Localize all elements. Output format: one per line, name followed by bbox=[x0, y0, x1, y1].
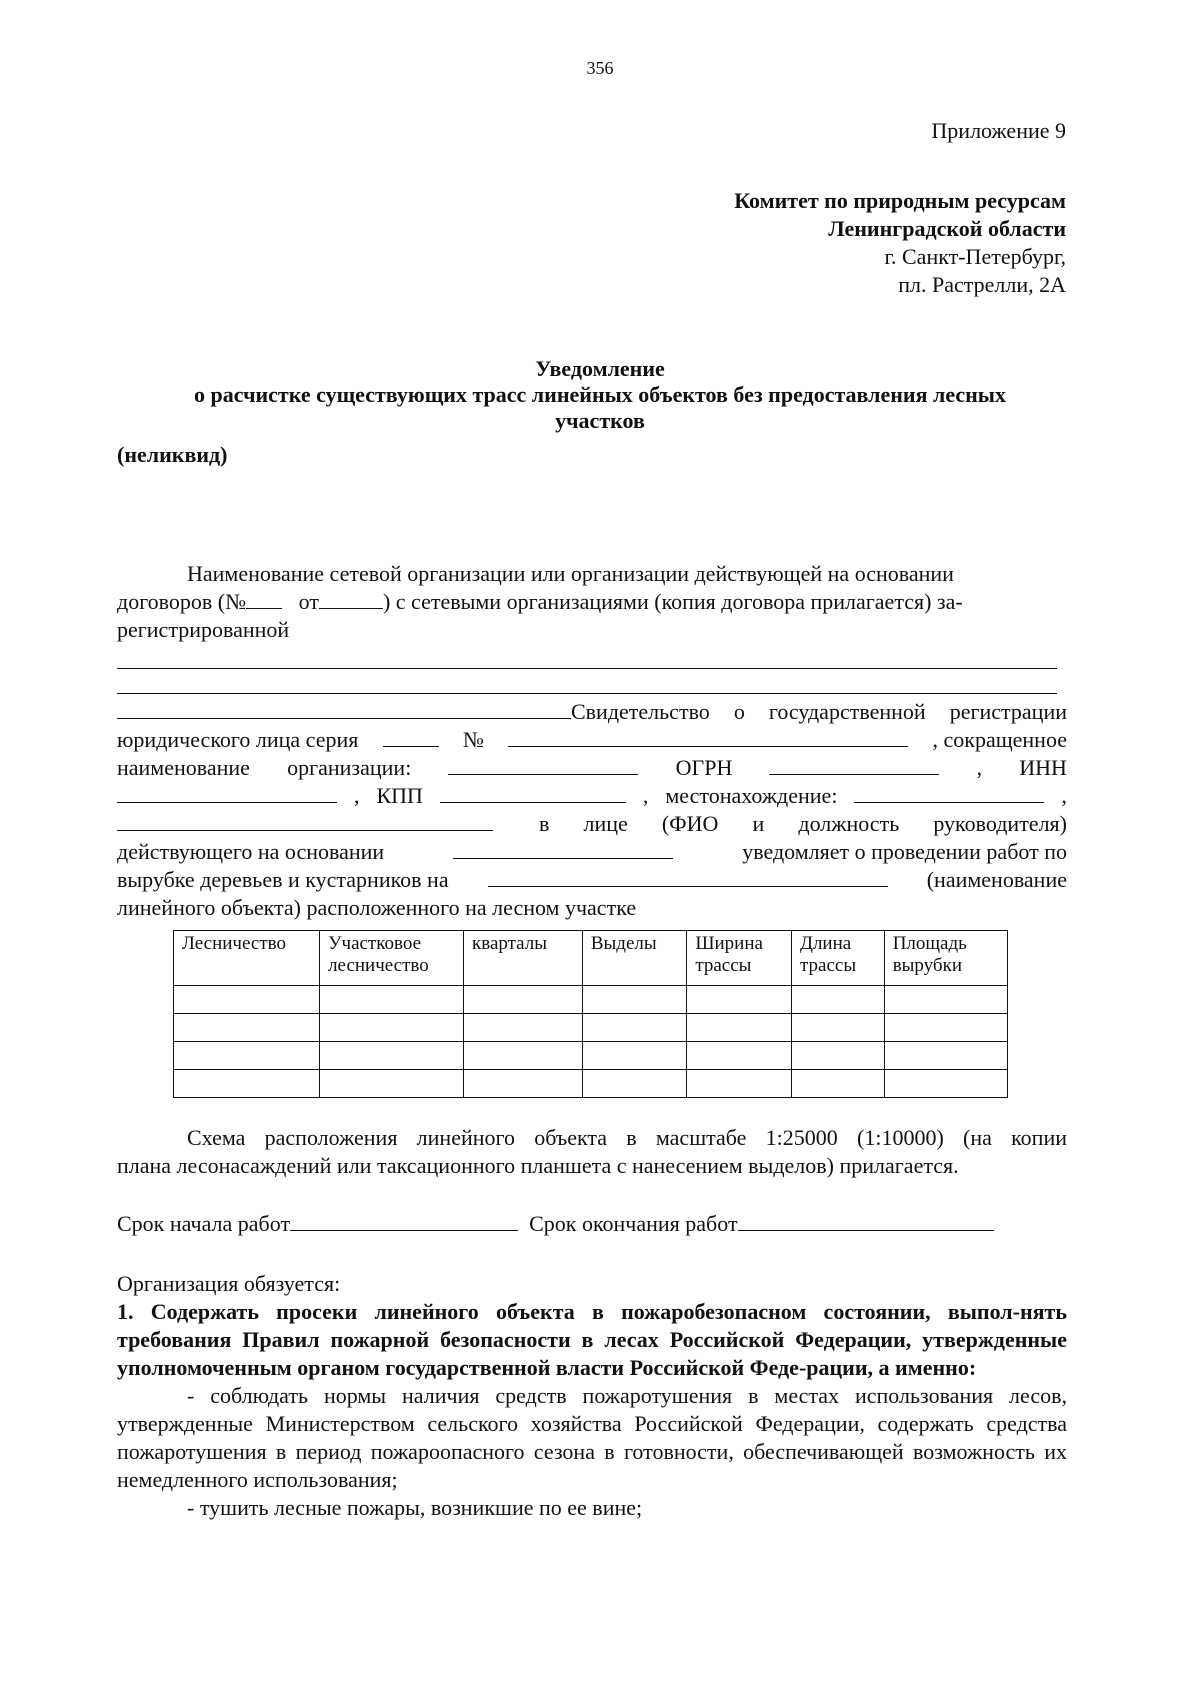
header-quarters: кварталы bbox=[464, 931, 583, 986]
obligations-section bbox=[117, 1270, 1067, 1522]
start-date-label: Срок начала работ bbox=[117, 1211, 291, 1236]
table-cell[interactable] bbox=[174, 1014, 320, 1042]
table-cell[interactable] bbox=[464, 1070, 583, 1098]
forest-plot-table bbox=[173, 930, 1008, 1098]
table-cell[interactable] bbox=[320, 1042, 464, 1070]
title-line-1: Уведомление bbox=[535, 356, 665, 381]
table-cell[interactable] bbox=[464, 986, 583, 1014]
table-cell[interactable] bbox=[464, 1014, 583, 1042]
table-cell[interactable] bbox=[174, 986, 320, 1014]
table-cell[interactable] bbox=[582, 1070, 686, 1098]
table-cell[interactable] bbox=[884, 1014, 1007, 1042]
table-cell[interactable] bbox=[884, 1042, 1007, 1070]
ogrn-label: ОГРН bbox=[675, 755, 733, 780]
table-cell[interactable] bbox=[884, 986, 1007, 1014]
notifies-label: уведомляет о проведении работ по bbox=[742, 839, 1067, 864]
inn-field[interactable] bbox=[117, 782, 337, 803]
document-title bbox=[0, 356, 1200, 434]
header-allotments: Выделы bbox=[582, 931, 686, 986]
registered-label: регистрированной bbox=[117, 617, 290, 642]
certificate-label: Свидетельство о государственной регистрации bbox=[571, 699, 1067, 724]
table-cell[interactable] bbox=[687, 1070, 792, 1098]
header-forestry: Лесничество bbox=[174, 931, 320, 986]
addressee-line-2: Ленинградской области bbox=[828, 216, 1066, 241]
contract-description: ) с сетевыми организациями (копия договора прилагается) за- bbox=[382, 589, 963, 614]
series-field[interactable] bbox=[383, 726, 439, 747]
table-header-row bbox=[174, 931, 1008, 986]
organization-name-field-1[interactable] bbox=[117, 644, 1057, 669]
page-number: 356 bbox=[586, 58, 614, 78]
inn-comma: , bbox=[353, 783, 360, 808]
end-date-field[interactable] bbox=[738, 1210, 994, 1231]
header-district-forestry: Участковое лесничество bbox=[320, 931, 464, 986]
inn-label: ИНН bbox=[1019, 755, 1067, 780]
ogrn-field[interactable] bbox=[769, 754, 939, 775]
header-route-length: Длина трассы bbox=[791, 931, 884, 986]
scheme-line-2: плана лесонасаждений или таксационного планшета с нанесением выделов) прилагается. bbox=[117, 1153, 959, 1178]
table-row bbox=[174, 1070, 1008, 1098]
location-comma: , bbox=[1061, 783, 1067, 808]
obligation-bullet-2: - тушить лесные пожары, возникшие по ее вине; bbox=[187, 1495, 643, 1520]
obligation-bullet-1: - соблюдать нормы наличия средств пожаротушения в местах использования лесов, утвержденные Министерством сельского хозяйства Российской Федерации, содержать средства пожаротушения в период пожароопасного сезона в готовности, обеспечивающей возможность их немедленного использования; bbox=[117, 1383, 1067, 1492]
table-cell[interactable] bbox=[687, 986, 792, 1014]
end-date-label: Срок окончания работ bbox=[529, 1211, 738, 1236]
table-cell[interactable] bbox=[582, 986, 686, 1014]
table-cell[interactable] bbox=[582, 1042, 686, 1070]
contract-date-label: от bbox=[298, 589, 319, 614]
number-label: № bbox=[462, 727, 484, 752]
location-label: местонахождение: bbox=[665, 783, 838, 808]
header-route-width: Ширина трассы bbox=[687, 931, 792, 986]
table-cell[interactable] bbox=[582, 1014, 686, 1042]
table-cell[interactable] bbox=[791, 1042, 884, 1070]
form-paragraph: Наименование сетевой организации или организации действующей на основании договоров (№ от ) с сетевыми организациями (копия договора прилагается) за- регистрированной Свидетельство о государственной регистрации юридического лица серия № , сокращенное наименование организации: ОГРН , ИНН , КПП , местонахождение: , в лице (ФИО и должность руководителя) действующего на основании уведомляет о проведении работ по вырубке деревьев и кустарников на (наименование линейного объекта) расположенного на лесном участке bbox=[117, 561, 1067, 920]
title-note: (неликвид) bbox=[117, 442, 228, 467]
table-cell[interactable] bbox=[320, 1070, 464, 1098]
object-name-label: (наименование bbox=[926, 867, 1067, 892]
certificate-number-field[interactable] bbox=[508, 726, 908, 747]
table-cell[interactable] bbox=[320, 986, 464, 1014]
table-cell[interactable] bbox=[320, 1014, 464, 1042]
title-line-2: о расчистке существующих трасс линейных объектов без предоставления лесных bbox=[194, 382, 1006, 407]
table-cell[interactable] bbox=[884, 1070, 1007, 1098]
object-name-field[interactable] bbox=[488, 866, 888, 887]
contract-number-label: договоров (№ bbox=[117, 589, 247, 614]
kpp-field[interactable] bbox=[440, 782, 626, 803]
table-cell[interactable] bbox=[791, 1014, 884, 1042]
org-name-label-a: наименование bbox=[117, 755, 250, 780]
short-name-label: , сокращенное bbox=[932, 727, 1067, 752]
person-label: в лице (ФИО и должность руководителя) bbox=[539, 811, 1067, 836]
contract-date-field[interactable] bbox=[319, 588, 383, 609]
object-location-label: линейного объекта) расположенного на лесном участке bbox=[117, 895, 637, 920]
location-field[interactable] bbox=[854, 782, 1044, 803]
organization-name-field-3[interactable] bbox=[117, 698, 571, 719]
kpp-comma: , bbox=[642, 783, 649, 808]
obligations-intro: Организация обязуется: bbox=[117, 1271, 341, 1296]
contract-number-field[interactable] bbox=[246, 588, 282, 609]
felling-label: вырубке деревьев и кустарников на bbox=[117, 867, 449, 892]
table-cell[interactable] bbox=[791, 1070, 884, 1098]
table-cell[interactable] bbox=[687, 1042, 792, 1070]
table-row bbox=[174, 986, 1008, 1014]
addressee-line-4: пл. Растрелли, 2А bbox=[898, 272, 1066, 297]
form-intro-line: Наименование сетевой организации или организации действующей на основании bbox=[187, 561, 954, 586]
scheme-line-1: Схема расположения линейного объекта в масштабе 1:25000 (1:10000) (на копии bbox=[187, 1125, 1067, 1150]
appendix-label: Приложение 9 bbox=[931, 118, 1066, 143]
obligation-item-1: 1. Содержать просеки линейного объекта в пожаробезопасном состоянии, выпол-нять требования Правил пожарной безопасности в лесах Российской Федерации, утвержденные уполномоченным органом государственной власти Российской Феде-рации, а именно: bbox=[117, 1299, 1067, 1380]
location-field-2[interactable] bbox=[117, 810, 493, 831]
start-date-field[interactable] bbox=[290, 1210, 518, 1231]
header-felling-area: Площадь вырубки bbox=[884, 931, 1007, 986]
organization-name-field-2[interactable] bbox=[117, 669, 1057, 694]
table-row bbox=[174, 1042, 1008, 1070]
basis-field[interactable] bbox=[453, 838, 673, 859]
table-cell[interactable] bbox=[687, 1014, 792, 1042]
kpp-label: КПП bbox=[376, 783, 423, 808]
scheme-paragraph bbox=[117, 1124, 1067, 1180]
table-cell[interactable] bbox=[174, 1042, 320, 1070]
table-cell[interactable] bbox=[464, 1042, 583, 1070]
short-name-field[interactable] bbox=[448, 754, 638, 775]
table-cell[interactable] bbox=[174, 1070, 320, 1098]
work-terms bbox=[117, 1210, 1067, 1238]
title-line-3: участков bbox=[555, 408, 645, 433]
addressee-line-1: Комитет по природным ресурсам bbox=[734, 188, 1066, 213]
series-label: юридического лица серия bbox=[117, 727, 359, 752]
org-name-label-b: организации: bbox=[287, 755, 412, 780]
basis-label: действующего на основании bbox=[117, 839, 385, 864]
addressee-line-3: г. Санкт-Петербург, bbox=[884, 244, 1066, 269]
table-cell[interactable] bbox=[791, 986, 884, 1014]
addressee-block bbox=[734, 187, 1066, 299]
table-row bbox=[174, 1014, 1008, 1042]
